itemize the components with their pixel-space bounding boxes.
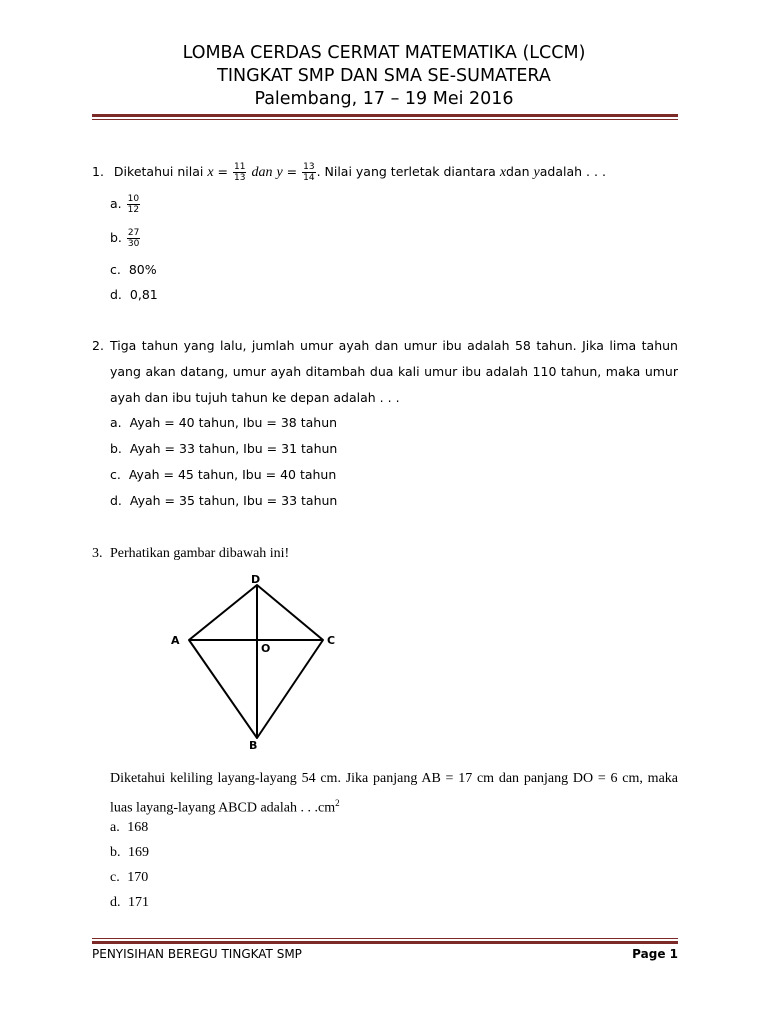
option-text: 171: [128, 895, 149, 910]
option-letter: b.: [110, 845, 121, 860]
fraction-denominator: 12: [127, 205, 140, 215]
question-2-stem: Tiga tahun yang lalu, jumlah umur ayah dan umur ibu adalah 58 tahun. Jika lima tahun yang akan datang, umur ayah ditambah dua kali umur ibu adalah 110 tahun, maka umur ayah dan ibu tujuh tahun ke depan adalah . . .: [110, 338, 678, 405]
q2-option-d: [110, 493, 337, 508]
fraction-denominator: 13: [234, 173, 246, 183]
q1-dan2: dan: [506, 164, 530, 179]
q2-option-c: [110, 467, 336, 482]
header-subtitle: TINGKAT SMP DAN SMA SE-SUMATERA: [217, 66, 551, 86]
option-letter: b.: [110, 230, 122, 245]
q1-end: adalah . . .: [539, 164, 606, 179]
q2-option-b: [110, 441, 337, 456]
header-date: Palembang, 17 – 19 Mei 2016: [254, 89, 514, 109]
vertex-label-b: B: [249, 739, 258, 752]
option-text: Ayah = 40 tahun, Ibu = 38 tahun: [129, 415, 338, 430]
question-number: 3.: [92, 546, 103, 561]
q1-dan: dan: [251, 165, 273, 180]
q1-x-fraction: [233, 162, 246, 183]
q1-tail: . Nilai yang terletak diantara: [316, 164, 496, 179]
question-1-stem: [92, 162, 606, 183]
vertex-label-a: A: [171, 634, 180, 647]
option-text: Ayah = 45 tahun, Ibu = 40 tahun: [128, 467, 337, 482]
q1-y-var: y: [276, 165, 283, 180]
unit-superscript: 2: [335, 798, 340, 808]
option-letter: d.: [110, 895, 121, 910]
option-fraction: [127, 228, 140, 249]
fraction-numerator: 13: [303, 162, 315, 172]
option-text: 0,81: [129, 287, 158, 302]
footer-divider: [92, 938, 678, 944]
option-text: Ayah = 35 tahun, Ibu = 33 tahun: [129, 493, 338, 508]
option-letter: c.: [110, 870, 120, 885]
q1-x-var: x: [207, 165, 214, 180]
option-letter: b.: [110, 441, 122, 456]
fraction-numerator: 11: [234, 162, 246, 172]
q3-option-b: [110, 845, 149, 861]
q1-option-b: [110, 228, 141, 249]
fraction-denominator: 30: [127, 239, 140, 249]
q1-y-fraction: [302, 162, 315, 183]
option-letter: a.: [110, 196, 122, 211]
q3-option-d: [110, 895, 149, 911]
header-title: LOMBA CERDAS CERMAT MATEMATIKA (LCCM): [182, 43, 586, 63]
option-fraction: [127, 194, 140, 215]
page-header: [0, 42, 768, 111]
fraction-denominator: 14: [303, 173, 315, 183]
option-text: 169: [128, 845, 149, 860]
q1-option-c: [110, 262, 157, 277]
option-letter: d.: [110, 287, 122, 302]
option-letter: c.: [110, 467, 121, 482]
option-text: 170: [127, 870, 149, 885]
option-text: 168: [127, 820, 149, 835]
vertex-label-c: C: [327, 634, 336, 647]
question-3-stem: [110, 766, 678, 821]
q1-intro: Diketahui nilai: [113, 164, 204, 179]
question-number: 2.: [92, 338, 104, 353]
kite-figure: [160, 570, 360, 755]
fraction-numerator: 27: [127, 228, 140, 238]
option-text: Ayah = 33 tahun, Ibu = 31 tahun: [129, 441, 338, 456]
q1-eq-2: =: [286, 164, 298, 179]
option-text: 80%: [128, 262, 157, 277]
question-3-text: Diketahui keliling layang-layang 54 cm. Jika panjang AB = 17 cm dan panjang DO = 6 cm, maka luas layang-layang ABCD adalah . . .cm: [110, 771, 678, 816]
q3-option-a: [110, 820, 148, 836]
footer-title: PENYISIHAN BEREGU TINGKAT SMP: [92, 947, 302, 961]
q1-option-a: [110, 194, 141, 215]
option-letter: c.: [110, 262, 121, 277]
fraction-numerator: 10: [127, 194, 140, 204]
question-number: 1.: [92, 164, 104, 179]
option-letter: a.: [110, 820, 120, 835]
question-3-intro: Perhatikan gambar dibawah ini!: [110, 546, 290, 561]
vertex-label-d: D: [251, 573, 261, 586]
q2-option-a: [110, 415, 337, 430]
q1-y2: y: [533, 165, 540, 180]
header-divider: [92, 114, 678, 120]
page-number: Page 1: [632, 947, 678, 961]
option-letter: d.: [110, 493, 122, 508]
option-letter: a.: [110, 415, 122, 430]
q1-eq: =: [217, 164, 229, 179]
q1-option-d: [110, 287, 158, 302]
q1-x2: x: [499, 165, 507, 180]
q3-option-c: [110, 870, 148, 886]
center-label-o: O: [261, 642, 271, 655]
